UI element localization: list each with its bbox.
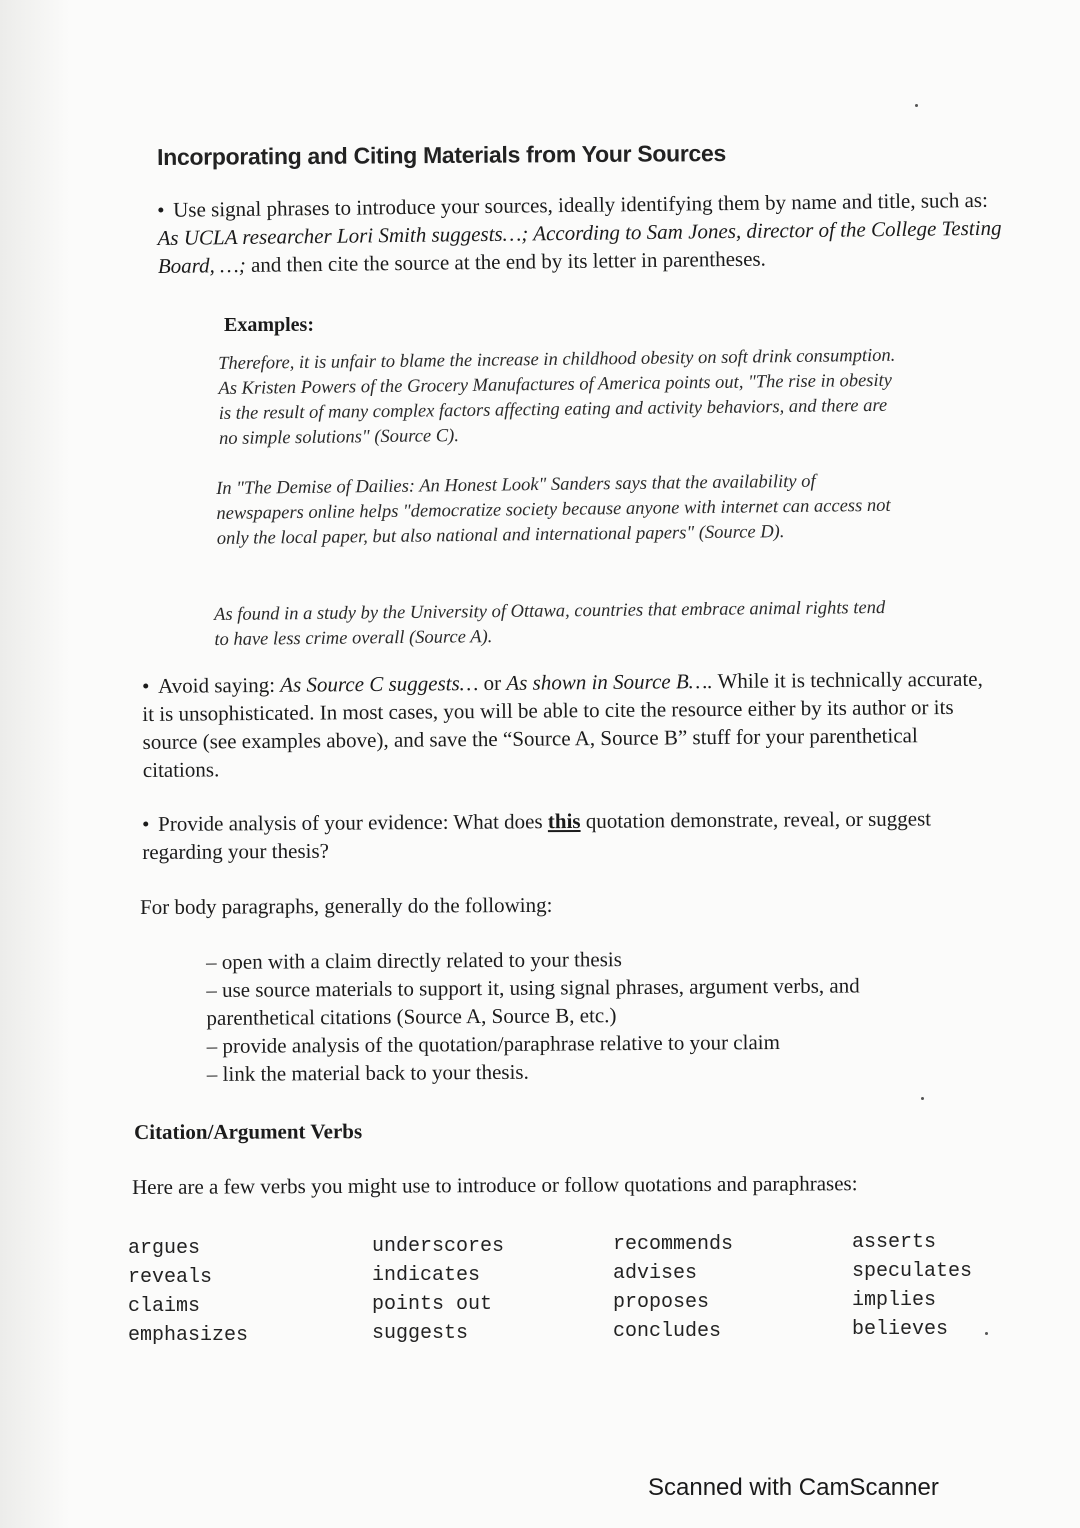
bullet-icon: • <box>142 811 150 836</box>
list-item: – link the material back to your thesis. <box>206 1059 529 1086</box>
bullet-avoid-saying <box>142 665 993 784</box>
list-item: – use source materials to support it, using signal phrases, argument verbs, and parenthetical citations (Source A, Source B, etc.) <box>206 973 860 1030</box>
list-item: claims <box>128 1295 201 1318</box>
verb-column-1 <box>128 1234 248 1350</box>
list-item: emphasizes <box>128 1324 249 1347</box>
scan-speck <box>921 1097 924 1100</box>
list-item: asserts <box>852 1231 937 1254</box>
bullet-icon: • <box>142 673 150 698</box>
scan-speck <box>985 1332 988 1335</box>
bullet2-tail: While it is technically accurate, it is unsophisticated. In most cases, you will be able to cite the resource either by its author or its source (see examples above), and save the “Source A, Source B” stuff for your parenthetical citations. <box>142 666 983 782</box>
list-item: underscores <box>372 1235 505 1258</box>
body-paragraph-intro: For body paragraphs, generally do the following: <box>140 892 553 919</box>
list-item: speculates <box>852 1260 973 1283</box>
list-item: points out <box>372 1293 493 1316</box>
list-item: – provide analysis of the quotation/paraphrase relative to your claim <box>206 1029 780 1058</box>
verbs-intro: Here are a few verbs you might use to introduce or follow quotations and paraphrases: <box>132 1171 858 1199</box>
bullet1-tail: and then cite the source at the end by its letter in parentheses. <box>245 246 767 277</box>
list-item: implies <box>852 1289 937 1312</box>
bullet3-lead: Provide analysis of your evidence: What does <box>158 809 548 836</box>
bullet3-tail: quotation demonstrate, reveal, or suggest regarding your thesis? <box>142 806 932 864</box>
scan-speck <box>915 104 918 107</box>
example-1: Therefore, it is unfair to blame the increase in childhood obesity on soft drink consumption. As Kristen Powers of the Grocery Manufactures of America points out, "The rise in obesity is the result of many complex factors affecting eating and activity behaviors, and there are no simple solutions" (Source C). <box>218 345 896 449</box>
bullet3-emph: this <box>547 808 581 834</box>
verbs-heading: Citation/Argument Verbs <box>134 1119 363 1144</box>
list-item: argues <box>128 1237 201 1260</box>
list-item: reveals <box>128 1266 213 1289</box>
list-item: indicates <box>372 1264 481 1287</box>
scanner-watermark: Scanned with CamScanner <box>648 1474 939 1501</box>
list-item: suggests <box>372 1322 469 1345</box>
list-item: advises <box>613 1262 698 1285</box>
page-edge-shadow <box>0 0 70 1528</box>
example-2: In "The Demise of Dailies: An Honest Look" Sanders says that the availability of newspapers online helps "democratize society because anyone with internet can access not only the local paper, but also national and international papers" (Source D). <box>216 471 891 549</box>
bullet2-italic2: As shown in Source B…. <box>506 669 713 695</box>
list-item: – open with a claim directly related to your thesis <box>206 947 622 974</box>
list-item: recommends <box>613 1233 734 1256</box>
bullet1-italic: As UCLA researcher Lori Smith suggests…; According to Sam Jones, director of the College Testing Board, …; <box>157 215 1002 278</box>
bullet2-mid: or <box>478 670 507 696</box>
bullet-provide-analysis <box>142 804 1002 866</box>
example-3: As found in a study by the University of Ottawa, countries that embrace animal rights tend to have less crime overall (Source A). <box>214 597 886 650</box>
bullet2-italic1: As Source C suggests… <box>280 671 479 697</box>
verb-column-2 <box>372 1232 504 1348</box>
page-title: Incorporating and Citing Materials from Your Sources <box>157 140 727 170</box>
bullet-signal-phrases <box>157 186 1008 280</box>
verb-column-3 <box>613 1230 733 1346</box>
body-paragraph-steps <box>206 943 927 1088</box>
list-item: believes <box>852 1318 949 1341</box>
bullet1-lead: Use signal phrases to introduce your sources, ideally identifying them by name and title, such as: <box>173 187 988 222</box>
list-item: concludes <box>613 1320 722 1343</box>
verb-column-4 <box>852 1228 972 1344</box>
examples-label: Examples: <box>224 314 314 336</box>
bullet-icon: • <box>157 197 165 222</box>
bullet2-lead: Avoid saying: <box>158 672 281 698</box>
list-item: proposes <box>613 1291 710 1314</box>
